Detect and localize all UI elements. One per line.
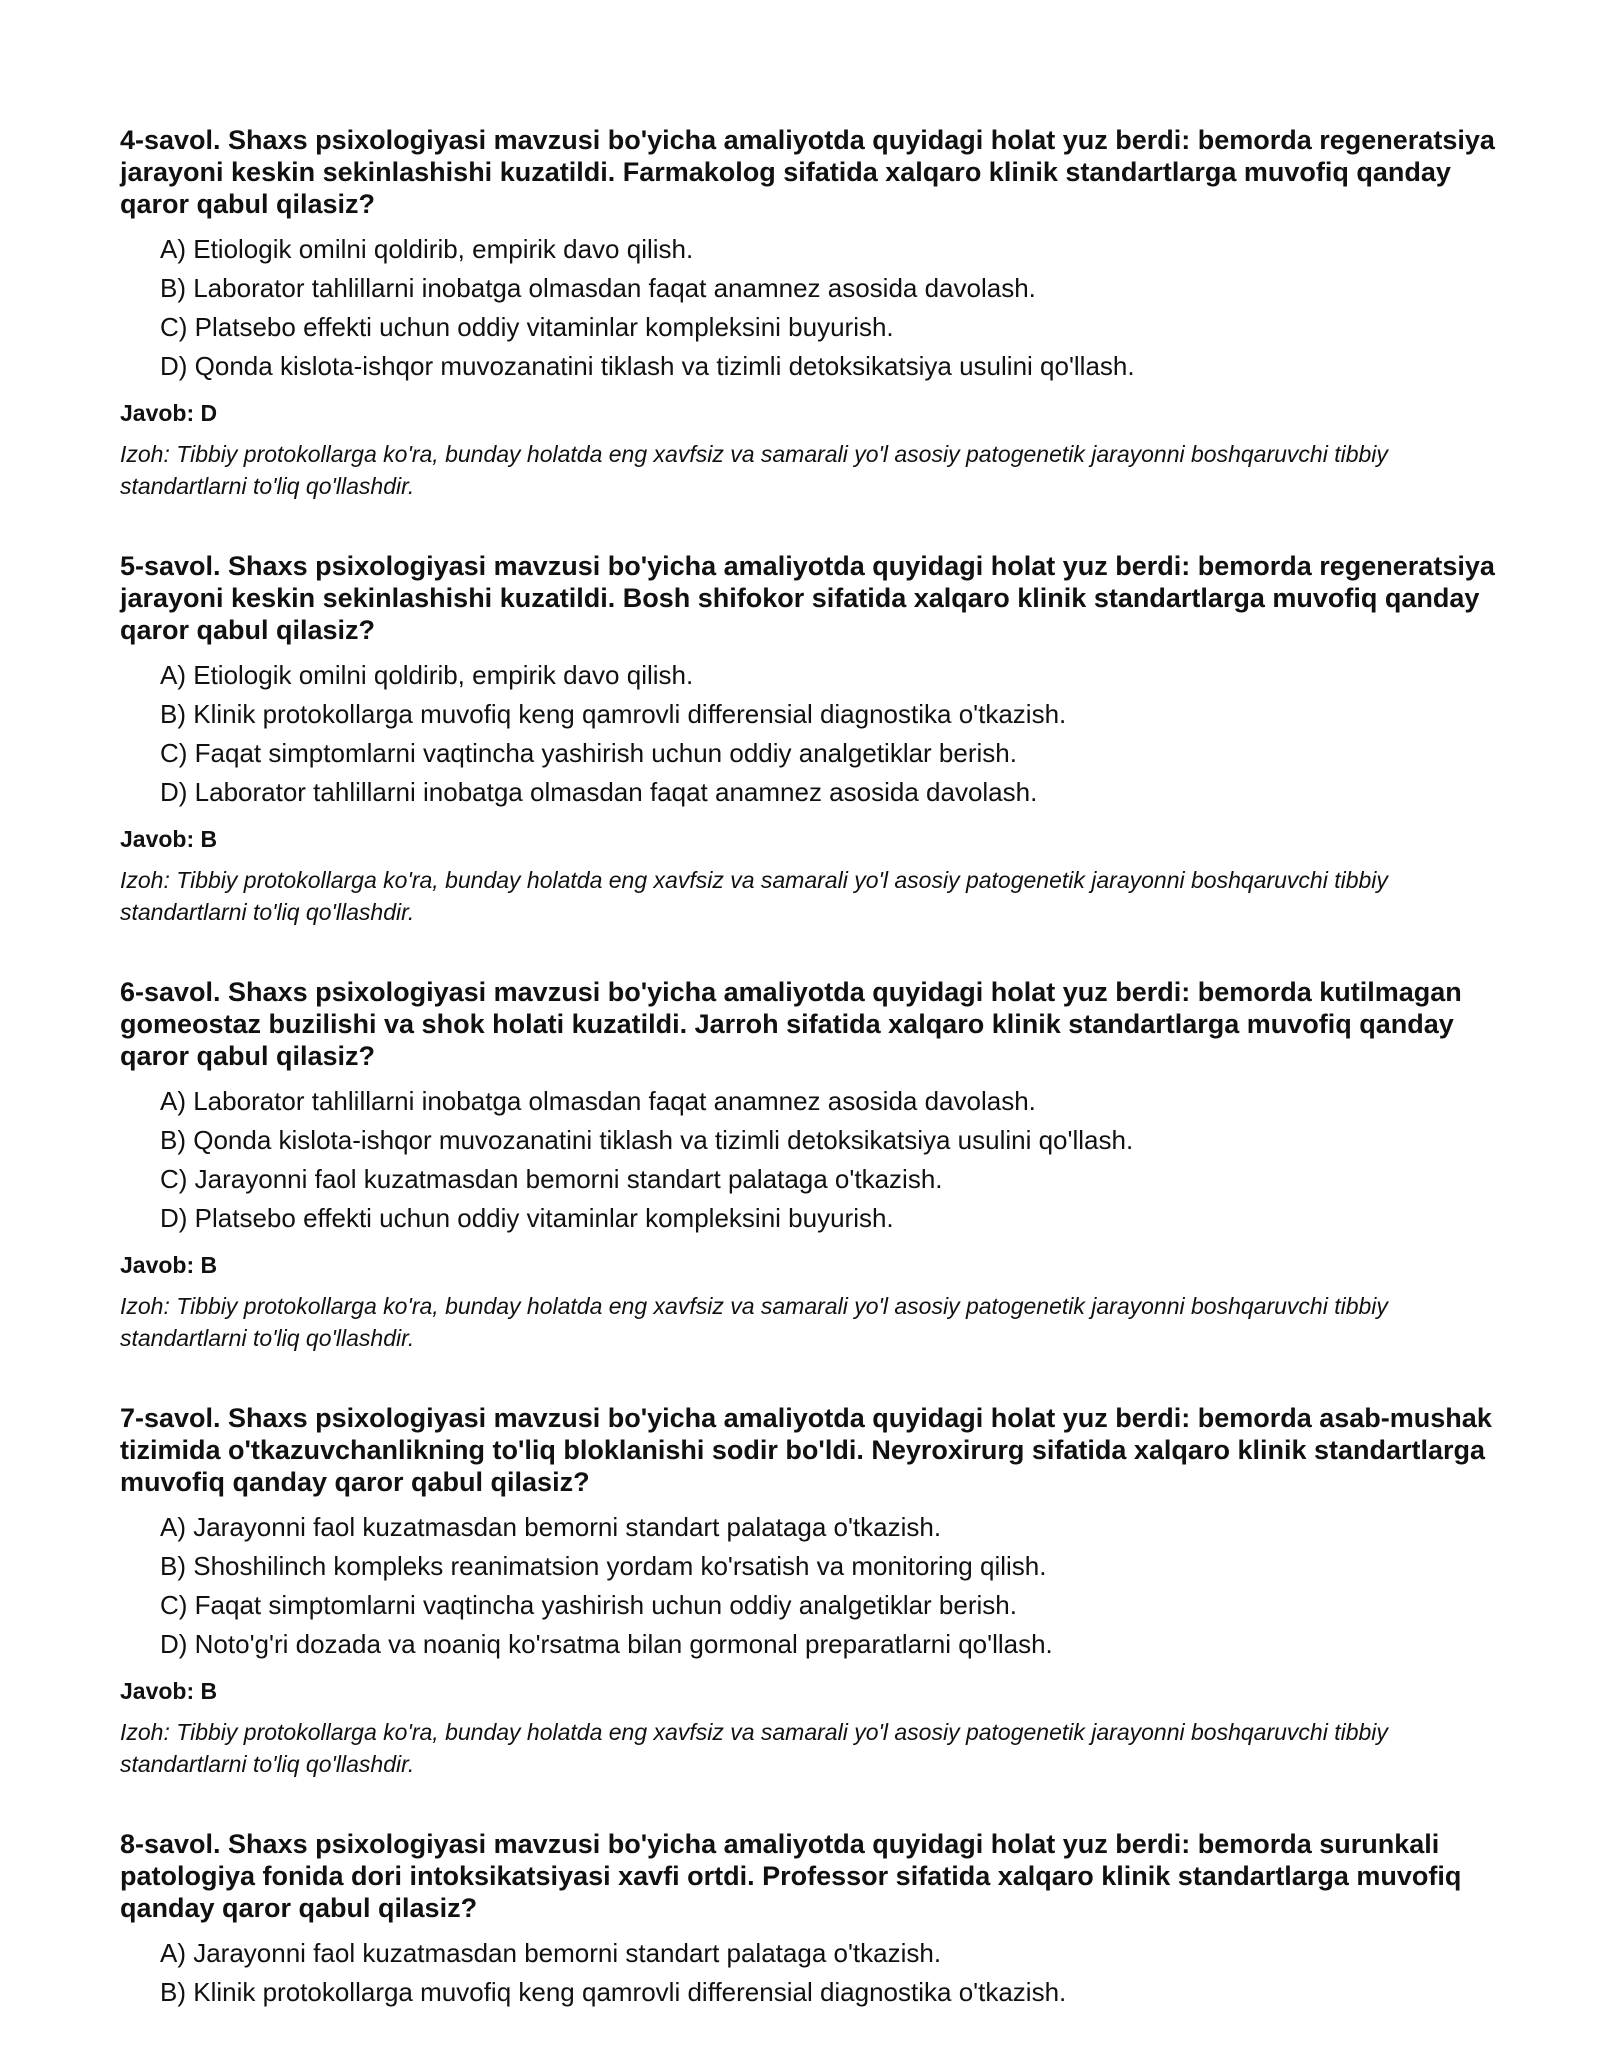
document-page xyxy=(120,124,1500,2060)
option-b: B) Laborator tahlillarni inobatga olmasdan faqat anamnez asosida davolash. xyxy=(160,273,1036,303)
question-4 xyxy=(120,124,1500,502)
question-title: 8-savol. Shaxs psixologiyasi mavzusi bo'yicha amaliyotda quyidagi holat yuz berdi: bemorda surunkali patologiya fonida dori intoksikatsiyasi xavfi ortdi. Professor sifatida xalqaro klinik standartlarga muvofiq qanday qaror qabul qilasiz? xyxy=(120,1829,1462,1923)
answer-label: Javob: D xyxy=(120,400,218,426)
option-b: B) Klinik protokollarga muvofiq keng qamrovli differensial diagnostika o'tkazish. xyxy=(160,699,1067,729)
question-title: 4-savol. Shaxs psixologiyasi mavzusi bo'yicha amaliyotda quyidagi holat yuz berdi: bemorda regeneratsiya jarayoni keskin sekinlashishi kuzatildi. Farmakolog sifatida xalqaro klinik standartlarga muvofiq qanday qaror qabul qilasiz? xyxy=(120,125,1495,219)
option-a: A) Laborator tahlillarni inobatga olmasdan faqat anamnez asosida davolash. xyxy=(160,1086,1036,1116)
option-c: C) Platsebo effekti uchun oddiy vitaminlar kompleksini buyurish. xyxy=(160,312,894,342)
question-5 xyxy=(120,550,1500,928)
option-d: D) Laborator tahlillarni inobatga olmasdan faqat anamnez asosida davolash. xyxy=(160,777,1038,807)
option-c: C) Faqat simptomlarni vaqtincha yashirish uchun oddiy analgetiklar berish. xyxy=(160,738,1017,768)
option-a: A) Jarayonni faol kuzatmasdan bemorni standart palataga o'tkazish. xyxy=(160,1512,942,1542)
question-title: 7-savol. Shaxs psixologiyasi mavzusi bo'yicha amaliyotda quyidagi holat yuz berdi: bemorda asab-mushak tizimida o'tkazuvchanlikning to'liq bloklanishi sodir bo'ldi. Neyroxirurg sifatida xalqaro klinik standartlarga muvofiq qanday qaror qabul qilasiz? xyxy=(120,1403,1492,1497)
option-b: B) Klinik protokollarga muvofiq keng qamrovli differensial diagnostika o'tkazish. xyxy=(160,1977,1067,2007)
explanation-note: Izoh: Tibbiy protokollarga ko'ra, bunday holatda eng xavfsiz va samarali yo'l asosiy patogenetik jarayonni boshqaruvchi tibbiy standartlarni to'liq qo'llashdir. xyxy=(120,441,1388,499)
option-c: C) Jarayonni faol kuzatmasdan bemorni standart palataga o'tkazish. xyxy=(160,1164,943,1194)
explanation-note: Izoh: Tibbiy protokollarga ko'ra, bunday holatda eng xavfsiz va samarali yo'l asosiy patogenetik jarayonni boshqaruvchi tibbiy standartlarni to'liq qo'llashdir. xyxy=(120,1719,1388,1777)
option-list xyxy=(120,230,1500,386)
option-a: A) Jarayonni faol kuzatmasdan bemorni standart palataga o'tkazish. xyxy=(160,1938,942,1968)
option-a: A) Etiologik omilni qoldirib, empirik davo qilish. xyxy=(160,234,694,264)
answer-label: Javob: B xyxy=(120,1678,218,1704)
option-list xyxy=(120,1934,1500,2012)
option-list xyxy=(120,1082,1500,1238)
option-d: D) Platsebo effekti uchun oddiy vitaminlar kompleksini buyurish. xyxy=(160,1203,894,1233)
explanation-note: Izoh: Tibbiy protokollarga ko'ra, bunday holatda eng xavfsiz va samarali yo'l asosiy patogenetik jarayonni boshqaruvchi tibbiy standartlarni to'liq qo'llashdir. xyxy=(120,1293,1388,1351)
question-title: 5-savol. Shaxs psixologiyasi mavzusi bo'yicha amaliyotda quyidagi holat yuz berdi: bemorda regeneratsiya jarayoni keskin sekinlashishi kuzatildi. Bosh shifokor sifatida xalqaro klinik standartlarga muvofiq qanday qaror qabul qilasiz? xyxy=(120,551,1495,645)
option-list xyxy=(120,1508,1500,1664)
explanation-note: Izoh: Tibbiy protokollarga ko'ra, bunday holatda eng xavfsiz va samarali yo'l asosiy patogenetik jarayonni boshqaruvchi tibbiy standartlarni to'liq qo'llashdir. xyxy=(120,867,1388,925)
option-c: C) Faqat simptomlarni vaqtincha yashirish uchun oddiy analgetiklar berish. xyxy=(160,1590,1017,1620)
option-d: D) Qonda kislota-ishqor muvozanatini tiklash va tizimli detoksikatsiya usulini qo'llash. xyxy=(160,351,1135,381)
option-d: D) Noto'g'ri dozada va noaniq ko'rsatma bilan gormonal preparatlarni qo'llash. xyxy=(160,1629,1053,1659)
question-8 xyxy=(120,1828,1500,2012)
option-b: B) Shoshilinch kompleks reanimatsion yordam ko'rsatish va monitoring qilish. xyxy=(160,1551,1047,1581)
question-title: 6-savol. Shaxs psixologiyasi mavzusi bo'yicha amaliyotda quyidagi holat yuz berdi: bemorda kutilmagan gomeostaz buzilishi va shok holati kuzatildi. Jarroh sifatida xalqaro klinik standartlarga muvofiq qanday qaror qabul qilasiz? xyxy=(120,977,1462,1071)
question-6 xyxy=(120,976,1500,1354)
answer-label: Javob: B xyxy=(120,1252,218,1278)
answer-label: Javob: B xyxy=(120,826,218,852)
option-a: A) Etiologik omilni qoldirib, empirik davo qilish. xyxy=(160,660,694,690)
option-b: B) Qonda kislota-ishqor muvozanatini tiklash va tizimli detoksikatsiya usulini qo'llash. xyxy=(160,1125,1134,1155)
option-list xyxy=(120,656,1500,812)
question-7 xyxy=(120,1402,1500,1780)
